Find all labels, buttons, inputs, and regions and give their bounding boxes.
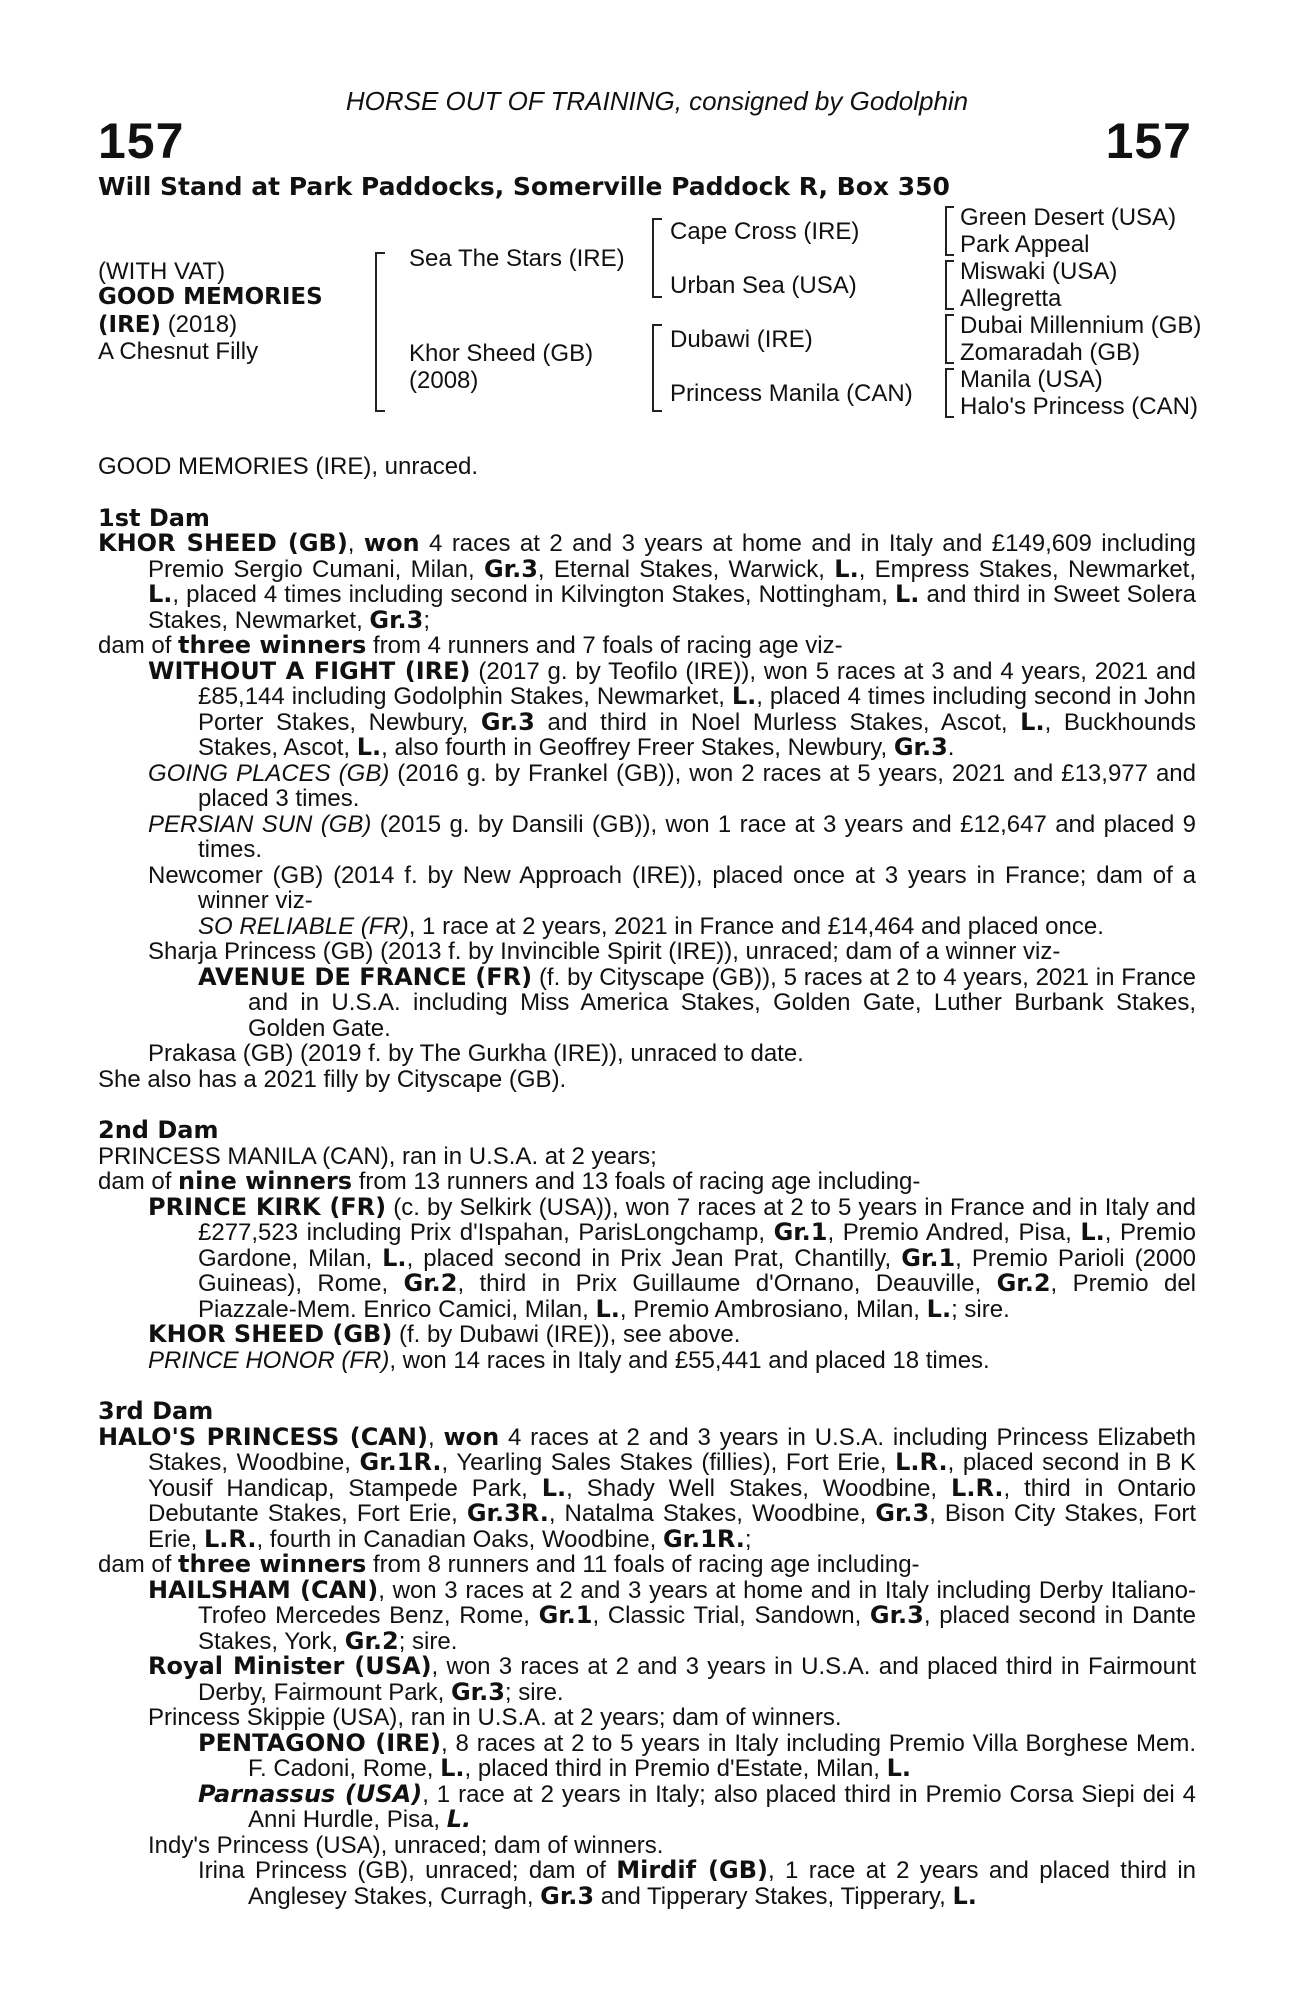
consignment-header: HORSE OUT OF TRAINING, consigned by Godolphin <box>345 86 969 116</box>
foal-going-places: GOING PLACES (GB) (2016 g. by Frankel (GB)), won 2 races at 5 years, 2021 and £13,977 and placed 3 times. <box>148 759 1197 812</box>
foal-prince-kirk: PRINCE KIRK (FR) (c. by Selkirk (USA)), won 7 races at 2 to 5 years in France and in Italy and £277,523 including Prix d'Ispahan, ParisLongchamp, Gr.1, Premio Andred, Pisa, L., Premio Gardone, Milan, L., placed second in Prix Jean Prat, Chantilly, Gr.1, Premio Parioli (2000 Guineas), Rome, Gr.2, third in Prix Guillaume d'Ornano, Deauville, Gr.2, Premio del Piazzale-Mem. Enrico Camici, Milan, L., Premio Ambrosiano, Milan, L.; sire. <box>148 1192 1197 1323</box>
dam-sire: Dubawi (IRE) <box>670 326 813 353</box>
vat-note: (WITH VAT) <box>98 258 226 285</box>
third-dam-produce: dam of three winners from 8 runners and 11 foals of racing age including- <box>98 1550 920 1578</box>
pedigree-brace-sire <box>652 218 662 298</box>
first-dam-produce: dam of three winners from 4 runners and 7 foals of racing age viz- <box>98 631 843 659</box>
grandfoal-avenue-de-france: AVENUE DE FRANCE (FR) (f. by Cityscape (GB)), 5 races at 2 to 4 years, 2021 in France and in U.S.A. including Miss America Stakes, Golden Gate, Luther Burbank Stakes, Golden Gate. <box>198 962 1196 1042</box>
grandfoal-pentagono: PENTAGONO (IRE), 8 races at 2 to 5 years in Italy including Premio Villa Borghese Mem. F. Cadoni, Rome, L., placed third in Premio d'Estate, Milan, L. <box>198 1728 1196 1782</box>
third-dam-record: HALO'S PRINCESS (CAN), won 4 races at 2 and 3 years in U.S.A. including Princess Elizabeth Stakes, Woodbine, Gr.1R., Yearling Sales Stakes (fillies), Fort Erie, L.R., placed second in B K Yousif Handicap, Stampede Park, L., Shady Well Stakes, Woodbine, L.R., third in Ontario Debutante Stakes, Fort Erie, Gr.3R., Natalma Stakes, Woodbine, Gr.3, Bison City Stakes, Fort Erie, L.R., fourth in Canadian Oaks, Woodbine, Gr.1R.; <box>98 1422 1197 1553</box>
lot-number-right: 157 <box>1105 113 1192 169</box>
dam-dam: Princess Manila (CAN) <box>670 380 913 407</box>
pedigree-brace-dd <box>945 368 954 418</box>
second-dam-record: PRINCESS MANILA (CAN), ran in U.S.A. at 2 years; <box>98 1142 657 1170</box>
foal-hailsham: HAILSHAM (CAN), won 3 races at 2 and 3 years at home and in Italy including Derby Italiano-Trofeo Mercedes Benz, Rome, Gr.1, Classic Trial, Sandown, Gr.3, placed second in Dante Stakes, York, Gr.2; sire. <box>148 1575 1197 1655</box>
foal-persian-sun: PERSIAN SUN (GB) (2015 g. by Dansili (GB)), won 1 race at 3 years and £12,647 and placed 9 times. <box>148 810 1196 863</box>
foal-khor-sheed: KHOR SHEED (GB) (f. by Dubawi (IRE)), see above. <box>148 1320 741 1348</box>
stand-location: Will Stand at Park Paddocks, Somerville Paddock R, Box 350 <box>98 172 950 201</box>
grandfoal-parnassus: Parnassus (USA), 1 race at 2 years in Italy; also placed third in Premio Corsa Siepi dei 4 Anni Hurdle, Pisa, L. <box>198 1779 1197 1833</box>
horse-description: A Chesnut Filly <box>98 338 259 365</box>
horse-name: GOOD MEMORIES <box>98 284 323 310</box>
sire-sire-dam: Park Appeal <box>960 231 1090 258</box>
sire-dam: Urban Sea (USA) <box>670 272 857 299</box>
summary-line: GOOD MEMORIES (IRE), unraced. <box>98 453 479 480</box>
foal-newcomer: Newcomer (GB) (2014 f. by New Approach (IRE)), placed once at 3 years in France; dam of a winner viz- <box>148 861 1196 914</box>
horse-name-suffix-year <box>98 311 237 339</box>
pedigree-brace-ds <box>945 314 954 364</box>
pedigree-brace-main <box>375 252 385 412</box>
sire-dam-sire: Miswaki (USA) <box>960 258 1118 285</box>
foal-prakasa: Prakasa (GB) (2019 f. by The Gurkha (IRE)), unraced to date. <box>148 1040 804 1067</box>
first-dam-name: KHOR SHEED (GB) <box>98 529 348 557</box>
dam-sire-dam: Zomaradah (GB) <box>960 339 1141 366</box>
first-dam-record: KHOR SHEED (GB), won 4 races at 2 and 3 years at home and in Italy and £149,609 including Premio Sergio Cumani, Milan, Gr.3, Eternal Stakes, Warwick, L., Empress Stakes, Newmarket, L., placed 4 times including second in Kilvington Stakes, Nottingham, L. and third in Sweet Solera Stakes, Newmarket, Gr.3; <box>98 529 1197 634</box>
foal-sharja-princess: Sharja Princess (GB) (2013 f. by Invincible Spirit (IRE)), unraced; dam of a winner viz- <box>148 938 1061 965</box>
foal-indys-princess: Indy's Princess (USA), unraced; dam of winners. <box>148 1831 664 1859</box>
first-dam-heading: 1st Dam <box>98 503 210 532</box>
foal-prince-honor: PRINCE HONOR (FR), won 14 races in Italy and £55,441 and placed 18 times. <box>148 1346 990 1374</box>
lot-number-left: 157 <box>98 113 185 169</box>
foal-without-a-fight: WITHOUT A FIGHT (IRE) (2017 g. by Teofilo (IRE)), won 5 races at 3 and 4 years, 2021 and £85,144 including Godolphin Stakes, Newmarket, L., placed 4 times including second in John Porter Stakes, Newbury, Gr.3 and third in Noel Murless Stakes, Ascot, L., Buckhounds Stakes, Ascot, L., also fourth in Geoffrey Freer Stakes, Newbury, Gr.3. <box>148 656 1197 761</box>
foal-princess-skippie: Princess Skippie (USA), ran in U.S.A. at 2 years; dam of winners. <box>148 1704 842 1731</box>
catalogue-body <box>98 454 1196 1909</box>
sire-dam-dam: Allegretta <box>960 285 1062 312</box>
foal-royal-minister: Royal Minister (USA), won 3 races at 2 and 3 years in U.S.A. and placed third in Fairmount Derby, Fairmount Park, Gr.3; sire. <box>148 1652 1197 1706</box>
sire-sire: Cape Cross (IRE) <box>670 218 860 245</box>
pedigree-brace-ss <box>945 206 954 256</box>
dam-sire-sire: Dubai Millennium (GB) <box>960 312 1202 339</box>
won-label: won <box>363 529 420 557</box>
second-dam-heading: 2nd Dam <box>98 1116 219 1144</box>
horse-year: (2018) <box>167 311 238 338</box>
grandfoal-so-reliable: SO RELIABLE (FR), 1 race at 2 years, 2021 in France and £14,464 and placed once. <box>198 912 1104 940</box>
pedigree-brace-sd <box>945 260 954 310</box>
dam-dam-dam: Halo's Princess (CAN) <box>960 393 1198 420</box>
sire-name: Sea The Stars (IRE) <box>409 245 625 272</box>
third-dam-heading: 3rd Dam <box>98 1397 214 1425</box>
also-has-note: She also has a 2021 filly by Cityscape (GB). <box>98 1065 567 1093</box>
dam-dam-sire: Manila (USA) <box>960 366 1103 393</box>
horse-country: (IRE) <box>98 312 162 338</box>
dam-name: Khor Sheed (GB) <box>409 340 594 367</box>
second-dam-produce: dam of nine winners from 13 runners and 13 foals of racing age including- <box>98 1167 921 1195</box>
grandfoal-irina-princess: Irina Princess (GB), unraced; dam of Mirdif (GB), 1 race at 2 years and placed third in Anglesey Stakes, Curragh, Gr.3 and Tipperary Stakes, Tipperary, L. <box>198 1856 1197 1910</box>
dam-year: (2008) <box>409 367 479 394</box>
pedigree-brace-dam <box>652 324 662 412</box>
sire-sire-sire: Green Desert (USA) <box>960 204 1177 231</box>
